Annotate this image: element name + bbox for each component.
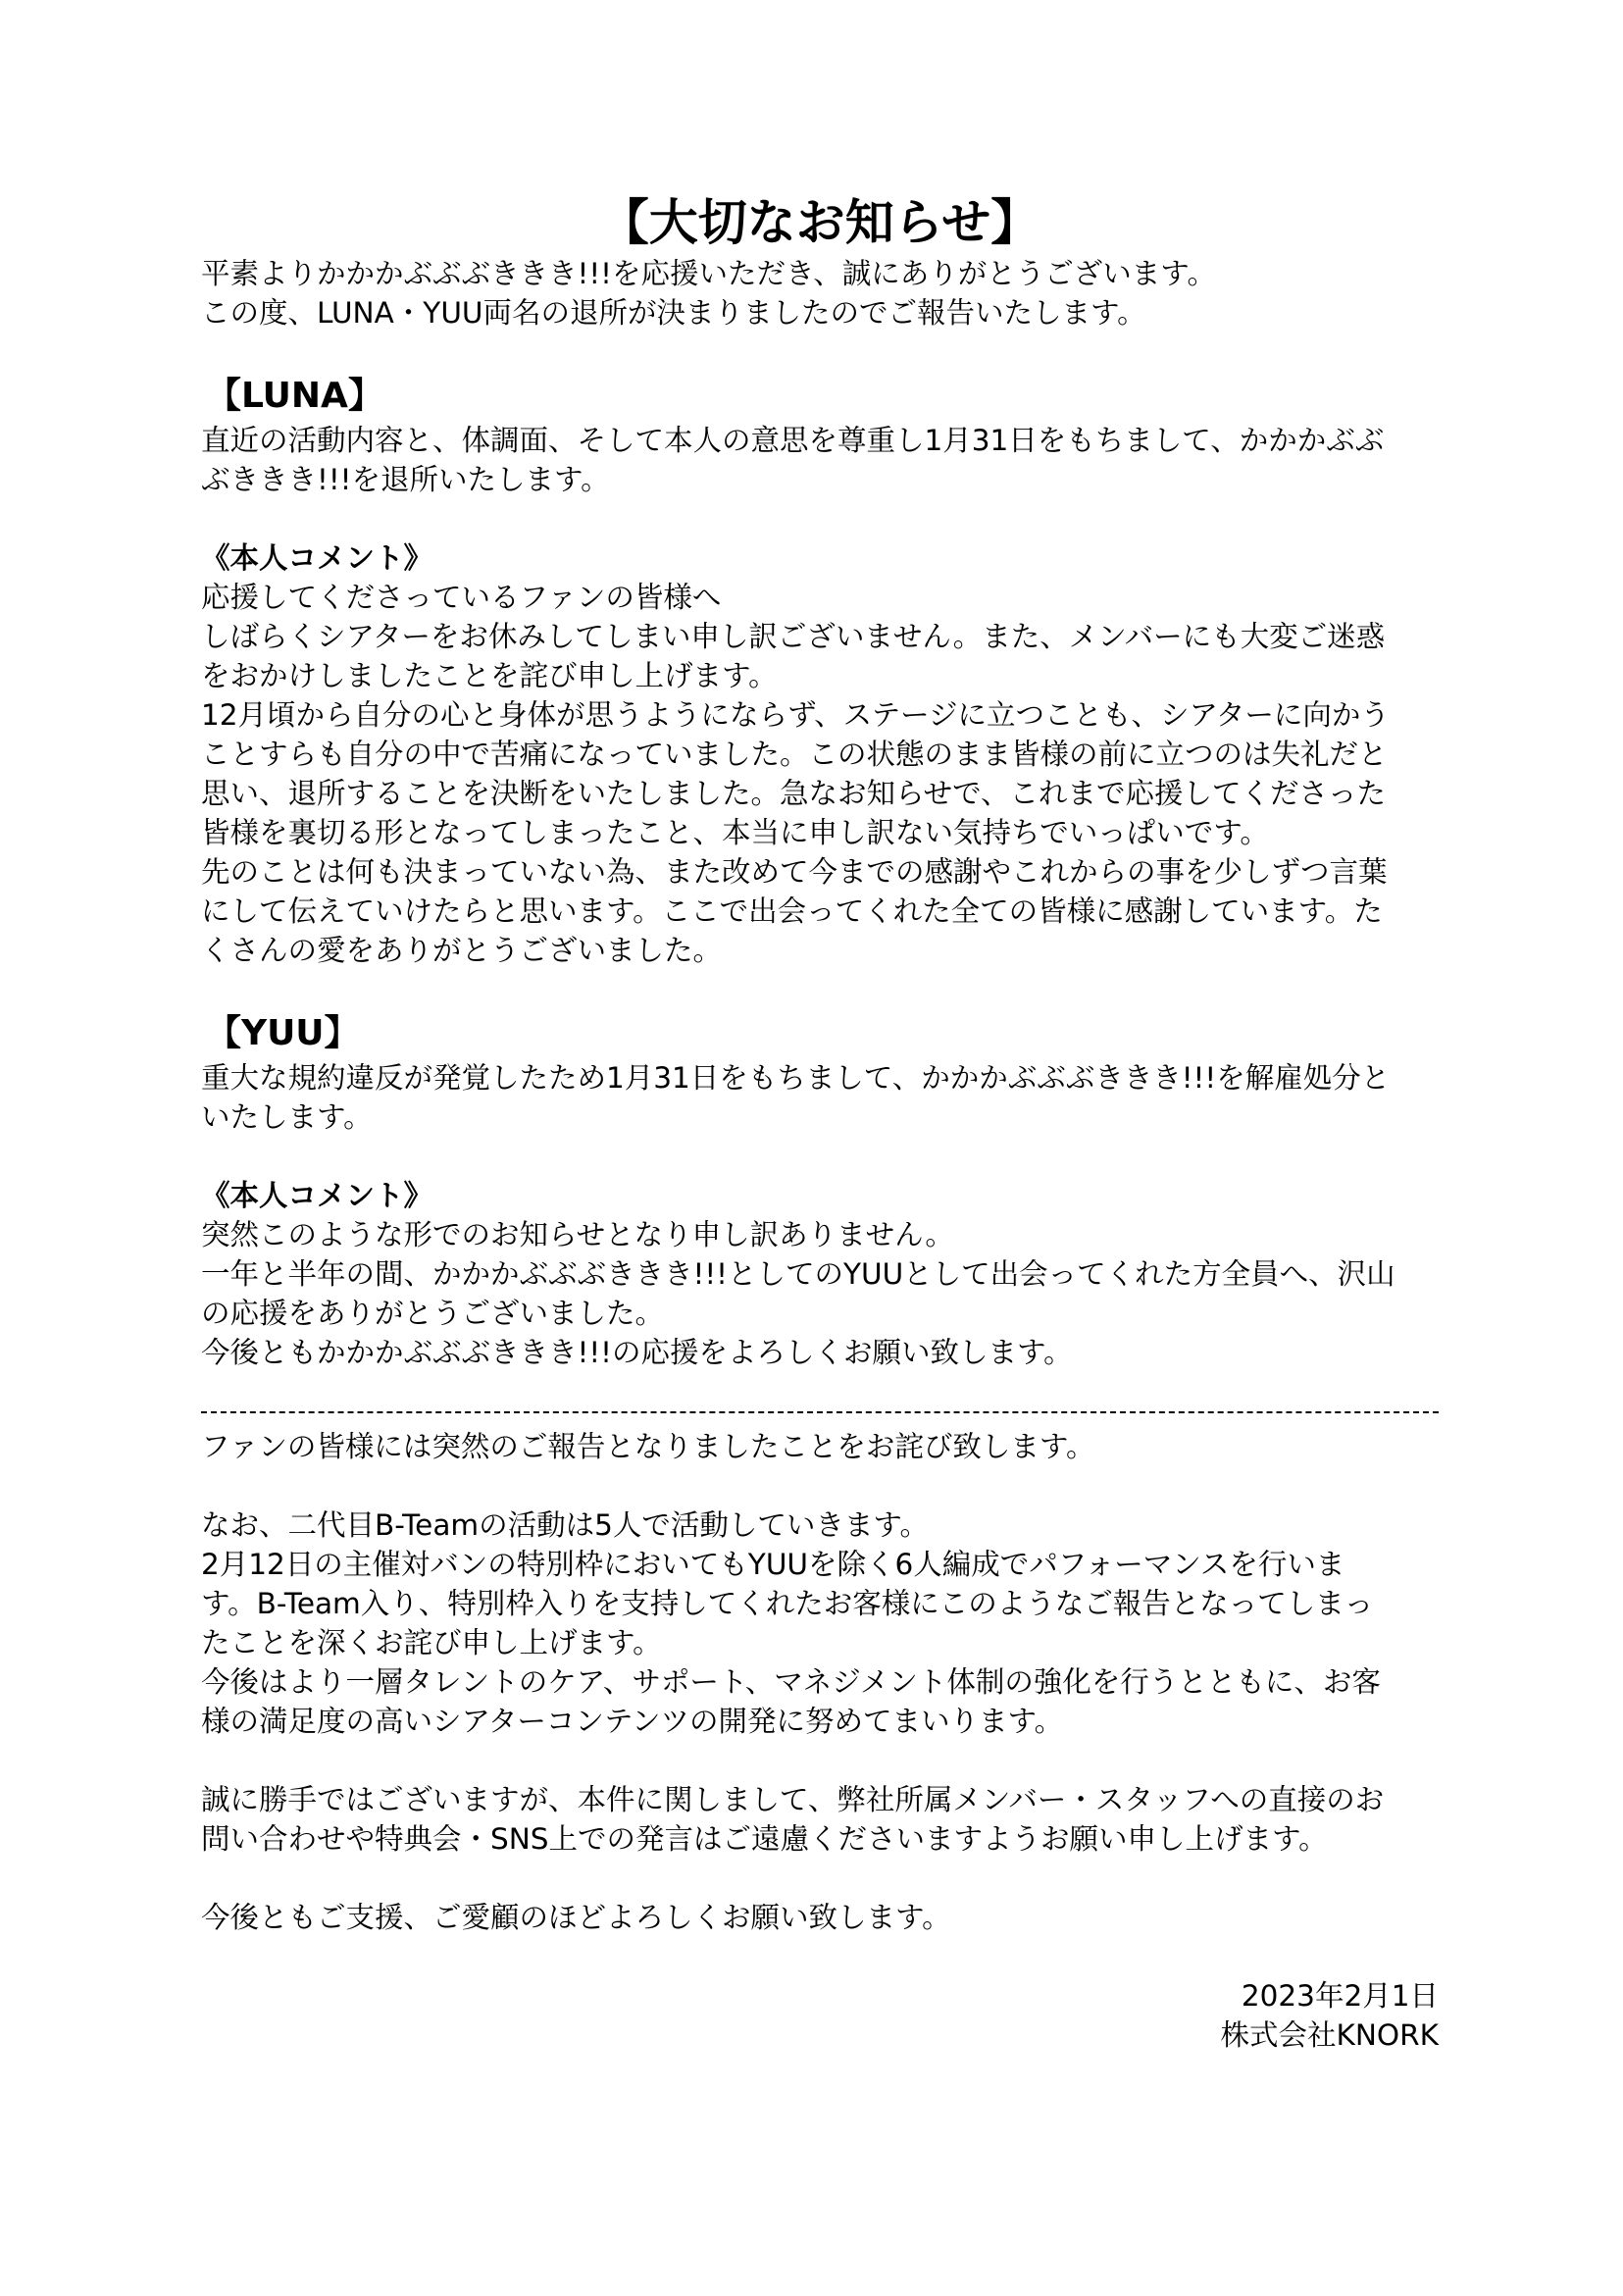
luna-heading: 【LUNA】 (206, 376, 383, 416)
notice-title: 【大切なお知らせ】 (599, 194, 1040, 251)
intro-line: この度、LUNA・YUU両名の退所が決まりましたのでご報告いたします。 (201, 296, 1146, 330)
team-line: たことを深くお詫び申し上げます。 (201, 1626, 662, 1659)
luna-comment-heading: 《本人コメント》 (201, 541, 433, 575)
request-line: 問い合わせや特典会・SNS上での発言はご遠慮くださいますようお願い申し上げます。 (201, 1822, 1328, 1856)
team-line: 様の満足度の高いシアターコンテンツの開発に努めてまいります。 (201, 1705, 1064, 1738)
luna-comment-line: 思い、退所することを決断をいたしました。急なお知らせで、これまで応援してくださった (201, 777, 1387, 810)
luna-statement-line: 直近の活動内容と、体調面、そして本人の意思を尊重し1月31日をもちまして、かかかぶぶ (201, 424, 1385, 457)
team-line: す。B-Team入り、特別枠入りを支持してくれたお客様にこのようなご報告となってしまっ (201, 1587, 1374, 1620)
spacer (201, 970, 1439, 1009)
luna-comment-line: 皆様を裏切る形となってしまったこと、本当に申し訳ない気持ちでいっぱいです。 (201, 816, 1269, 849)
luna-comment-line: 先のことは何も決まっていない為、また改めて今までの感謝やこれからの事を少しずつ言葉 (201, 855, 1388, 889)
spacer (201, 1937, 1439, 1976)
spacer (201, 332, 1439, 372)
spacer (201, 499, 1439, 538)
yuu-comment-heading: 《本人コメント》 (201, 1179, 433, 1212)
spacer (201, 1859, 1439, 1898)
spacer (201, 1741, 1439, 1780)
yuu-statement-line: いたします。 (201, 1100, 373, 1134)
spacer (201, 1372, 1439, 1394)
luna-comment-line: 応援してくださっているファンの皆様へ (201, 581, 722, 614)
luna-comment-line: をおかけしましたことを詫び申し上げます。 (201, 659, 778, 692)
luna-comment-line: 12月頃から自分の心と身体が思うようにならず、ステージに立つことも、シアターに向かう (201, 698, 1390, 732)
luna-statement-line: ぶききき!!!を退所いたします。 (201, 463, 610, 496)
team-line: 2月12日の主催対バンの特別枠においてもYUUを除く6人編成でパフォーマンスを行いま (201, 1548, 1345, 1581)
luna-comment-line: しばらくシアターをお休みしてしまい申し訳ございません。また、メンバーにも大変ご迷惑 (201, 620, 1386, 653)
yuu-comment-line: の応援をありがとうございました。 (201, 1297, 665, 1330)
spacer (201, 1466, 1439, 1505)
spacer (201, 1137, 1439, 1176)
yuu-heading: 【YUU】 (206, 1013, 360, 1053)
yuu-comment-line: 突然このような形でのお知らせとなり申し訳ありません。 (201, 1218, 954, 1251)
yuu-comment-line: 今後ともかかかぶぶぶききき!!!の応援をよろしくお願い致します。 (201, 1336, 1073, 1369)
final-line: 今後ともご支援、ご愛顧のほどよろしくお願い致します。 (201, 1901, 951, 1934)
team-line: なお、二代目B-Teamの活動は5人で活動していきます。 (201, 1508, 930, 1542)
luna-comment-line: くさんの愛をありがとうございました。 (201, 934, 723, 967)
team-line: 今後はより一層タレントのケア、サポート、マネジメント体制の強化を行うとともに、お客 (201, 1665, 1381, 1699)
yuu-comment-line: 一年と半年の間、かかかぶぶぶききき!!!としてのYUUとして出会ってくれた方全員へ、沢山 (201, 1257, 1395, 1291)
luna-comment-line: ことすらも自分の中で苦痛になっていました。この状態のまま皆様の前に立つのは失礼だと (201, 738, 1388, 771)
company-name: 株式会社KNORK (1220, 2018, 1439, 2052)
intro-line: 平素よりかかかぶぶぶききき!!!を応援いただき、誠にありがとうございます。 (201, 257, 1216, 290)
notice-document (201, 191, 1439, 2055)
request-line: 誠に勝手ではございますが、本件に関しまして、弊社所属メンバー・スタッフへの直接のお (201, 1783, 1385, 1816)
luna-comment-line: にして伝えていけたらと思います。ここで出会ってくれた全ての皆様に感謝しています。た (201, 894, 1383, 928)
yuu-statement-line: 重大な規約違反が発覚したため1月31日をもちまして、かかかぶぶぶききき!!!を解雇処分と (201, 1061, 1391, 1095)
apology-line: ファンの皆様には突然のご報告となりましたことをお詫び致します。 (201, 1430, 1095, 1463)
notice-date: 2023年2月1日 (1241, 1979, 1439, 2013)
section-divider (201, 1411, 1439, 1413)
